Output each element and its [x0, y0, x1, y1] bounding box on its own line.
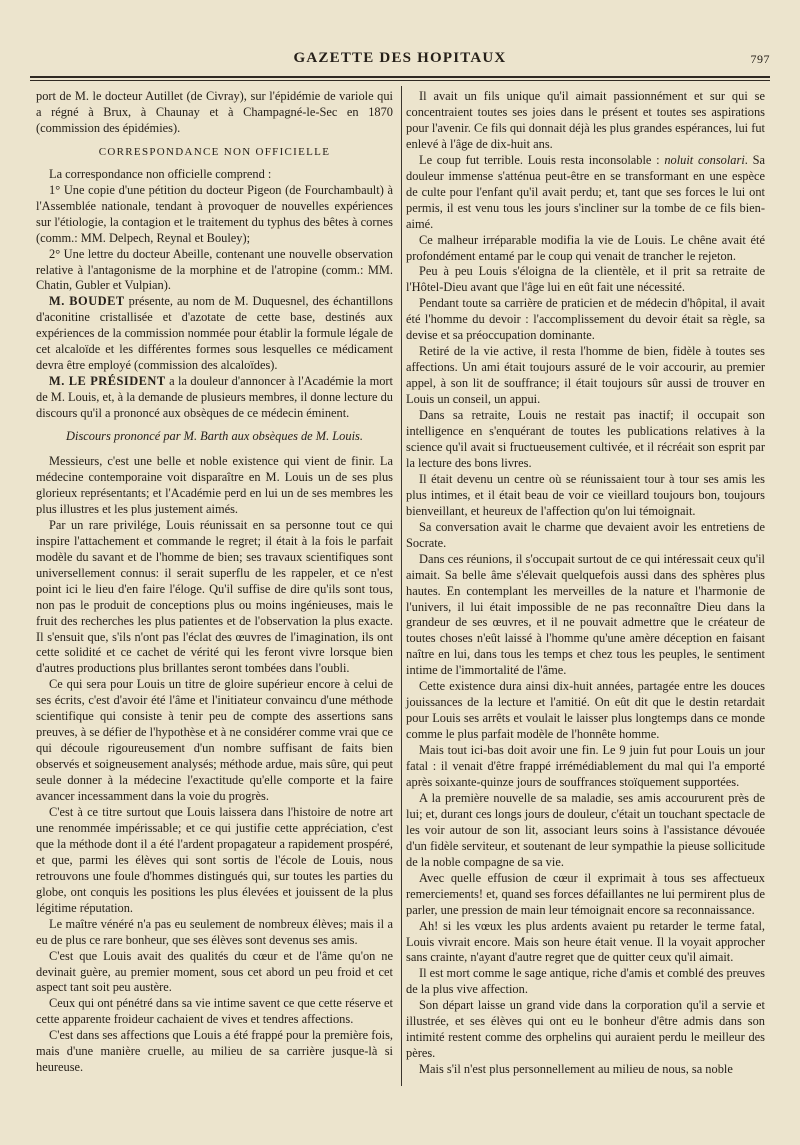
- paragraph: Mais s'il n'est plus personnellement au milieu de nous, sa noble: [419, 1062, 733, 1077]
- paragraph-text: a la douleur d'annoncer à l'Académie la mort de M. Louis, et, à la demande de plusieurs membres, il donne lecture du discours qu'il a prononcé aux obsèques de ce médecin éminent.: [36, 374, 393, 421]
- paragraph-text: . Sa douleur immense s'atténua peut-être en se transformant en une espèce de culte pour l'enfant qu'il avait perdu; et, tant que ses forces le lui ont permis, il est venu tous les jours s'incliner sur la tombe de ce fils bien-aimé.: [406, 152, 765, 231]
- paragraph: Retiré de la vie active, il resta l'homme de bien, fidèle à toutes ses affections. Un ami était toujours assuré de le voir accourir, au premier appel, à son lit de souffrance; il était toujours sûr aussi de trouver en Louis un conseil, un appui.: [406, 344, 765, 407]
- paragraph: Il était devenu un centre où se réunissaient tour à tour ses amis les plus intimes, et il était beau de voir ce vieillard toujours bon, toujours bienveillant, et heureux de l'affection qu'on lui témoignait.: [406, 471, 765, 518]
- paragraph: Peu à peu Louis s'éloigna de la clientèle, et il prit sa retraite de l'Hôtel-Dieu avant que l'âge lui en eût fait une nécessité.: [406, 264, 765, 295]
- paragraph: 2° Une lettre du docteur Abeille, contenant une nouvelle observation relative à l'antagonisme de la morphine et de l'atropine (comm.: MM. Chatin, Gubler et Vulpian).: [36, 246, 393, 293]
- right-column: [406, 89, 765, 1078]
- paragraph: Messieurs, c'est une belle et noble existence qui vient de finir. La médecine contemporaine voit disparaître en M. Louis un de ses plus glorieux représentants; et l'Académie perd en lui un de ses membres les plus illustres et les plus justement aimés.: [36, 454, 393, 516]
- paragraph: Ceux qui ont pénétré dans sa vie intime savent ce que cette réserve et cette apparente froideur cachaient de vives et tendres affections.: [36, 996, 393, 1027]
- paragraph: Par un rare privilége, Louis réunissait en sa personne tout ce qui inspire l'attachement et commande le regret; il était à la fois le parfait modèle du savant et de l'homme de bien; ses travaux scientifiques sont universellement connus: il serait superflu de les rappeler, et ce n'est point ici le lieu d'en faire l'éloge. Qu'il suffise de dire qu'ils sont tous, non pas le produit de conceptions plus ou moins ingénieuses, mais le fruit des recherches les plus patientes et de l'observation la plus exacte. Il s'ensuit que, s'ils n'ont pas l'éclat des œuvres de l'imagination, ils ont cette solidité et ce cachet de vérité qui les feront vivre lorsque bien d'autres productions plus brillantes seront tombées dans l'oubli.: [36, 517, 393, 676]
- paragraph: Il avait un fils unique qu'il aimait passionnément et sur qui se concentraient toutes ses joies dans le présent et toutes ses aspirations pour l'avenir. Ce fils qui donnait déjà les plus grandes espérances, lui fut enlevé à l'âge de dix-huit ans.: [406, 89, 765, 151]
- speaker-name: M. BOUDET: [49, 294, 125, 309]
- speaker-name: M. LE PRÉSIDENT: [49, 374, 166, 389]
- paragraph: Pendant toute sa carrière de praticien et de médecin d'hôpital, il avait été l'homme du devoir : l'accomplissement du devoir était sa règle, sa devise et sa préoccupation dominante.: [406, 296, 765, 343]
- paragraph: [36, 294, 393, 374]
- page-number: 797: [750, 52, 770, 66]
- paragraph: [36, 374, 393, 422]
- paragraph: C'est à ce titre surtout que Louis laissera dans l'histoire de notre art une renommée impérissable; et ce qui justifie cette appréciation, c'est que la méthode dont il a été l'ardent propagateur a rapidement prospéré, et que, parmi les élèves qui sont sortis de l'école de Louis, nous retrouvons une foule d'hommes distingués qui, sur toutes les parties du globe, ont conquis les positions les plus élevées et jouissent de la plus légitime réputation.: [36, 804, 393, 915]
- paragraph: Le maître vénéré n'a pas eu seulement de nombreux élèves; mais il a eu de plus ce rare bonheur, que ses élèves sont devenus ses amis.: [36, 916, 393, 947]
- speech-title: Discours prononcé par M. Barth aux obsèques de M. Louis.: [66, 429, 363, 444]
- paragraph: Son départ laisse un grand vide dans la corporation qu'il a servie et illustrée, et ses élèves qui ont eu le bonheur d'être admis dans son intimité restent comme des orphelins qui auraient perdu le meilleur des pères.: [406, 998, 765, 1061]
- header-rule: [30, 76, 770, 78]
- paragraph: Cette existence dura ainsi dix-huit années, partagée entre les douces jouissances de la lecture et l'amitié. On eût dit que le destin retardait pour Louis ses arrêts et voulait le laisser plus longtemps dans ce monde comme le plus parfait modèle de l'honnête homme.: [406, 679, 765, 742]
- paragraph-text: présente, au nom de M. Duquesnel, des échantillons d'aconitine cristallisée et d'azotate de cette base, destinés aux expériences de la commission nommée pour établir la formule légale de cet alcaloïde et les différentes formes sous lesquelles ce médicament devra être employé (commission des alcaloïdes).: [36, 294, 394, 373]
- section-title: CORRESPONDANCE NON OFFICIELLE: [98, 145, 331, 158]
- paragraph: Mais tout ici-bas doit avoir une fin. Le 9 juin fut pour Louis un jour fatal : il venait d'être frappé irrémédiablement du mal qui l'a emporté après soixante-quinze jours de souffrances stoïquement supportées.: [406, 743, 765, 789]
- paragraph: port de M. le docteur Autillet (de Civray), sur l'épidémie de variole qui a régné à Brux, à Chaunay et à Champagné-le-Sec en 1870 (commission des épidémies).: [36, 89, 393, 135]
- paragraph: Ce malheur irréparable modifia la vie de Louis. Le chêne avait été profondément entamé par le coup qui venait de trancher le rejeton.: [406, 232, 765, 263]
- paragraph: Il est mort comme le sage antique, riche d'amis et comblé des preuves de la plus vive affection.: [406, 966, 765, 997]
- paragraph: Dans ces réunions, il s'occupait surtout de ce qui intéressait ceux qu'il aimait. Sa belle âme s'élevait quelquefois aussi dans des sphères plus hautes. En contemplant les merveilles de la nature et l'harmonie de l'univers, il lui était impossible de ne pas reconnaître Dieu dans la grandeur de ses œuvres, et il ne pouvait admettre que le créateur de toutes choses n'eût laissé à l'homme qu'une amère déception en faisant naître en lui, dans tous les temps et chez tous les peuples, le sentiment intime de l'immortalité de l'âme.: [406, 551, 765, 678]
- paragraph: La correspondance non officielle comprend :: [49, 166, 272, 181]
- paragraph: A la première nouvelle de sa maladie, ses amis accoururent près de lui; et, durant ces longs jours de douleur, c'était un touchant spectacle de les voir autour de son lit, associant leurs soins à l'assistance dévouée d'un fidèle serviteur, et soutenant de leur sympathie la pieuse sollicitude de la noble compagne de sa vie.: [406, 790, 765, 869]
- paragraph: C'est que Louis avait des qualités du cœur et de l'âme qu'on ne devinait guère, au premier moment, sous cet abord un peu froid et cet aspect tant soit peu austère.: [36, 948, 393, 995]
- journal-title: GAZETTE DES HOPITAUX: [293, 50, 507, 66]
- column-divider: [401, 86, 402, 1086]
- left-column: [36, 89, 393, 1076]
- latin-quote: noluit consolari: [664, 152, 745, 167]
- paragraph: Ce qui sera pour Louis un titre de gloire supérieur encore à celui de ses écrits, c'est d'avoir été l'âme et l'initiateur convaincu d'une méthode scientifique qui consiste à tenir peu de compte des assertions sans preuves, à se défier de l'hypothèse et à ne considérer comme vrai que ce qui découle rigoureusement d'un nombre suffisant de faits bien observés et soigneusement analysés; méthode ardue, mais sûre, qui peut seule donner à la médecine l'exactitude qu'elle comporte et la faire avancer incessamment dans la voie du progrès.: [36, 677, 393, 804]
- paragraph: Avec quelle effusion de cœur il exprimait à tous ses affectueux remerciements! et, quand ses forces défaillantes ne lui permirent plus de parler, une pression de main leur témoignait encore sa reconnaissance.: [406, 870, 765, 917]
- paragraph: [406, 153, 765, 233]
- page-header: [30, 50, 770, 70]
- paragraph: 1° Une copie d'une pétition du docteur Pigeon (de Fourchambault) à l'Assemblée nationale, tendant à provoquer de nouvelles expériences sur l'étiologie, la contagion et le traitement du typhus des bêtes à cornes (comm.: MM. Delpech, Reynal et Bouley);: [36, 182, 393, 245]
- header-rule-thin: [30, 80, 770, 81]
- paragraph: C'est dans ses affections que Louis a été frappé pour la première fois, mais d'une manière cruelle, au milieu de sa carrière jusque-là si heureuse.: [36, 1028, 393, 1075]
- paragraph-text: Le coup fut terrible. Louis resta inconsolable :: [419, 152, 665, 167]
- paragraph: Sa conversation avait le charme que devaient avoir les entretiens de Socrate.: [406, 519, 765, 550]
- paragraph: Ah! si les vœux les plus ardents avaient pu retarder le terme fatal, Louis vivrait encore. Mais son heure était venue. Il la voyait approcher sans crainte, n'ayant d'autre regret que de quitter ceux qu'il aimait.: [406, 918, 765, 965]
- paragraph: Dans sa retraite, Louis ne restait pas inactif; il occupait son intelligence en s'enquérant de toutes les publications relatives à la science qu'il avait si fructueusement cultivée, et il récréait son esprit par la lecture des bons livres.: [406, 408, 765, 470]
